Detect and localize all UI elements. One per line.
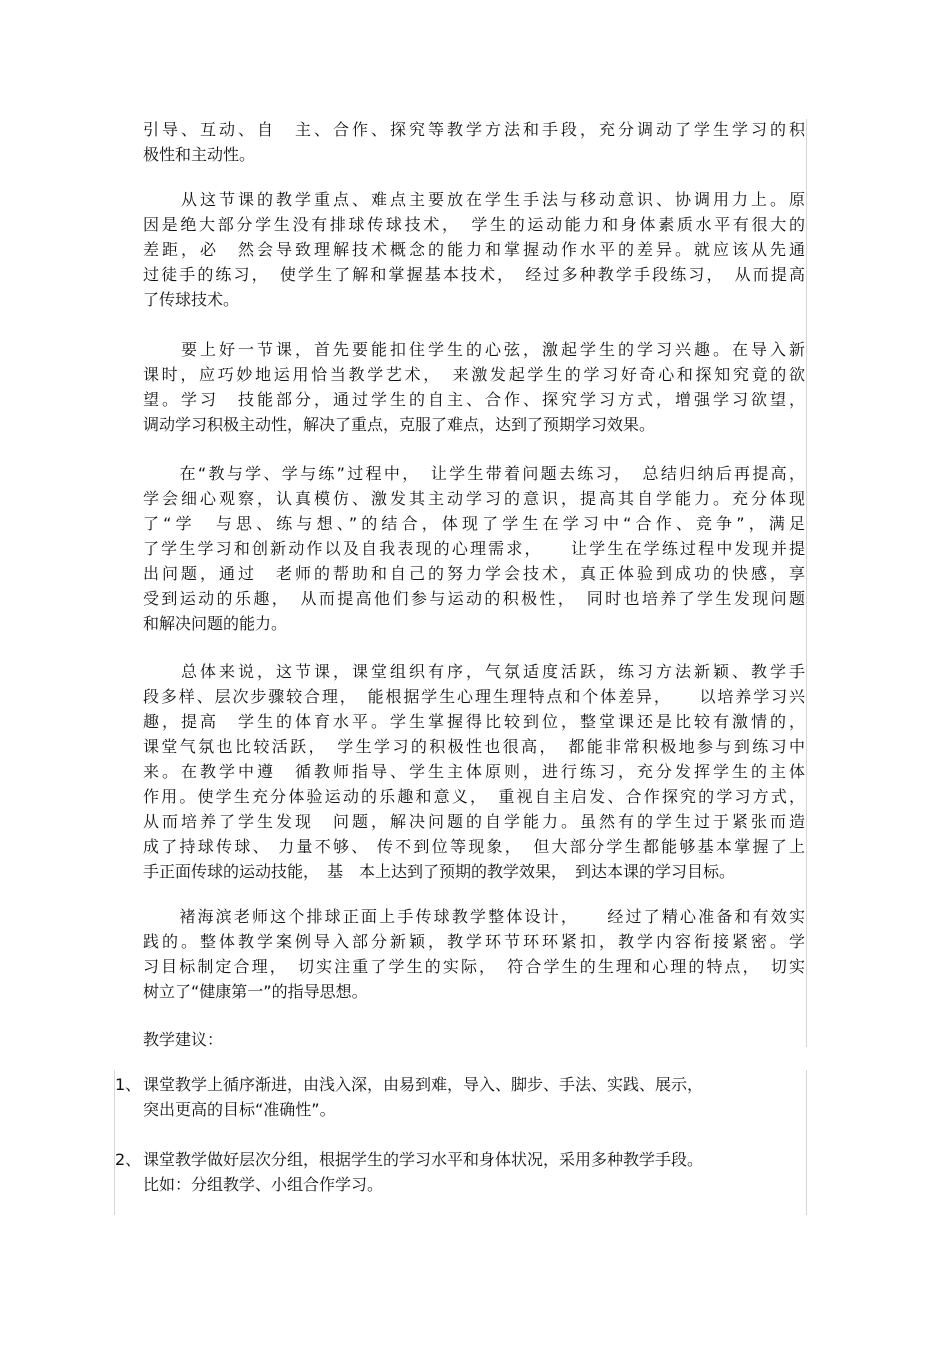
suggestion-number: 1、 <box>115 1075 142 1094</box>
paragraph <box>143 904 805 1004</box>
text-line: 从这节课的教学重点、难点主要放在学生手法与移动意识、协调用力上。原 <box>143 190 805 209</box>
text-line: 极性和主动性。 <box>143 145 256 164</box>
text-line: 树立了“健康第一”的指导思想。 <box>143 982 368 1001</box>
suggestion-item <box>115 1072 805 1122</box>
text-line: 趣，提高 学生的体育水平。学生掌握得比较到位，整堂课还是比较有激情的， <box>143 712 805 731</box>
paragraph <box>143 1027 805 1052</box>
text-line: 望。学习 技能部分，通过学生的自主、合作、探究学习方式，增强学习欲望， <box>143 390 805 409</box>
text-line: 学会细心观察，认真模仿、激发其主动学习的意识，提高其自学能力。充分体现 <box>143 489 805 508</box>
text-line: 课堂气氛也比较活跃， 学生学习的积极性也很高， 都能非常积极地参与到练习中 <box>143 737 805 756</box>
text-line: 因是绝大部分学生没有排球传球技术， 学生的运动能力和身体素质水平有很大的 <box>143 215 805 234</box>
text-line: 在“教与学、学与练”过程中， 让学生带着问题去练习， 总结归纳后再提高， <box>143 464 805 483</box>
text-line: 总体来说，这节课，课堂组织有序，气氛适度活跃，练习方法新颖、教学手 <box>143 662 805 681</box>
paragraph <box>143 337 805 437</box>
text-line: 作用。使学生充分体验运动的乐趣和意义， 重视自主启发、合作探究的学习方式， <box>143 787 805 806</box>
text-line: 褚海滨老师这个排球正面上手传球教学整体设计， 经过了精心准备和有效实 <box>143 907 805 926</box>
suggestion-item <box>115 1147 805 1197</box>
text-line: 课堂教学做好层次分组，根据学生的学习水平和身体状况，采用多种教学手段。 <box>143 1150 704 1169</box>
right-margin-rule-lower <box>806 1070 807 1215</box>
text-line: 教学建议： <box>143 1030 224 1049</box>
text-line: 和解决问题的能力。 <box>143 614 288 633</box>
text-line: 从而培养了学生发现 问题，解决问题的自学能力。虽然有的学生过于紧张而造 <box>143 812 805 831</box>
text-line: 要上好一节课，首先要能扣住学生的心弦，激起学生的学习兴趣。在导入新 <box>143 340 805 359</box>
text-line: 差距，必 然会导致理解技术概念的能力和掌握动作水平的差异。就应该从先通 <box>143 240 805 259</box>
text-line: 调动学习积极主动性，解决了重点，克服了难点，达到了预期学习效果。 <box>143 415 656 434</box>
text-line: 受到运动的乐趣， 从而提高他们参与运动的积极性， 同时也培养了学生发现问题 <box>143 589 805 608</box>
text-line: 过徒手的练习， 使学生了解和掌握基本技术， 经过多种教学手段练习， 从而提高 <box>143 265 805 284</box>
text-line: 出问题，通过 老师的帮助和自己的努力学会技术，真正体验到成功的快感，享 <box>143 564 805 583</box>
suggestion-number: 2、 <box>115 1150 142 1169</box>
right-margin-rule-upper <box>806 119 807 1047</box>
text-line: 手正面传球的运动技能， 基 本上达到了预期的教学效果， 到达本课的学习目标。 <box>143 862 736 881</box>
text-line: 段多样、层次步骤较合理， 能根据学生心理生理特点和个体差异， 以培养学习兴 <box>143 687 805 706</box>
text-line: 践的。整体教学案例导入部分新颖，教学环节环环紧扣，教学内容衔接紧密。学 <box>143 932 805 951</box>
text-line: 了传球技术。 <box>143 290 240 309</box>
text-line: 引导、互动、自 主、合作、探究等教学方法和手段，充分调动了学生学习的积 <box>143 120 805 139</box>
paragraph <box>143 187 805 312</box>
text-line: 课堂教学上循序渐进，由浅入深，由易到难，导入、脚步、手法、实践、展示， <box>143 1075 704 1094</box>
text-line: 了“学 与思、练与想、”的结合，体现了学生在学习中“合作、竞争”，满足 <box>143 514 805 533</box>
text-line: 了学生学习和创新动作以及自我表现的心理需求， 让学生在学练过程中发现并提 <box>143 539 805 558</box>
paragraph <box>143 461 805 636</box>
text-line: 课时，应巧妙地运用恰当教学艺术， 来激发起学生的学习好奇心和探知究竟的欲 <box>143 365 805 384</box>
text-line: 习目标制定合理， 切实注重了学生的实际， 符合学生的生理和心理的特点， 切实 <box>143 957 805 976</box>
text-line: 比如：分组教学、小组合作学习。 <box>143 1175 384 1194</box>
text-line: 突出更高的目标“准确性”。 <box>143 1100 336 1119</box>
text-line: 来。在教学中遵 循教师指导、学生主体原则，进行练习，充分发挥学生的主体 <box>143 762 805 781</box>
paragraph <box>143 117 805 167</box>
paragraph <box>143 659 805 884</box>
text-line: 成了持球传球、 力量不够、 传不到位等现象， 但大部分学生都能够基本掌握了上 <box>143 837 805 856</box>
